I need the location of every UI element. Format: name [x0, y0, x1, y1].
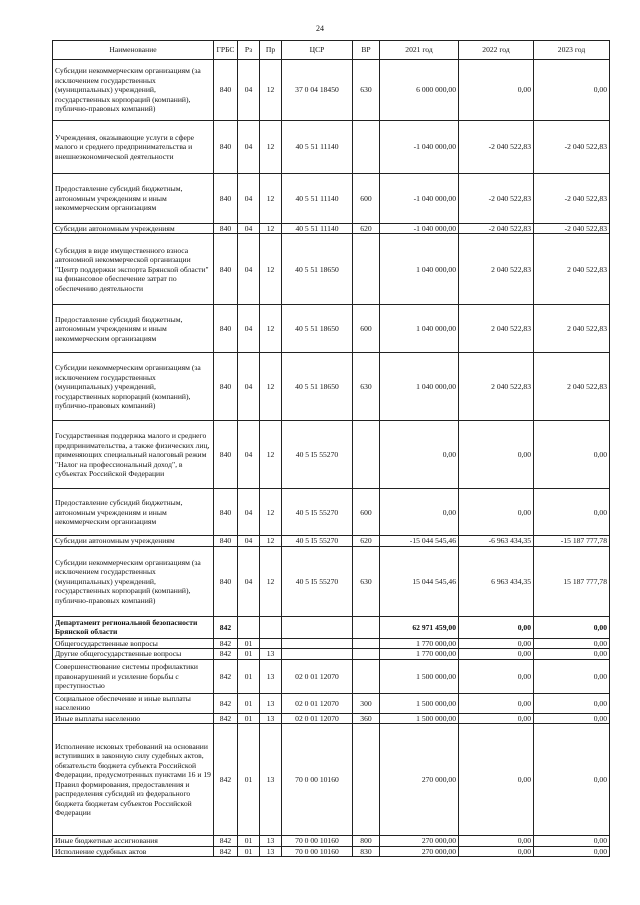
csr-cell: 40 5 51 18650 [282, 305, 353, 353]
vr-cell: 830 [353, 846, 380, 856]
grbs-cell: 842 [214, 836, 238, 846]
amount-2022-cell: 2 040 522,83 [459, 353, 534, 421]
table-row [53, 174, 610, 224]
vr-cell: 600 [353, 174, 380, 224]
pr-cell: 13 [260, 649, 282, 659]
vr-cell [353, 659, 380, 693]
amount-2021-cell: -1 040 000,00 [380, 224, 459, 234]
vr-cell [353, 638, 380, 648]
amount-2023-cell: 0,00 [534, 489, 610, 536]
name-cell: Департамент региональной безопасности Брянской области [53, 616, 214, 638]
amount-2023-cell: 0,00 [534, 659, 610, 693]
grbs-cell: 842 [214, 713, 238, 723]
name-cell: Субсидии автономным учреждениям [53, 536, 214, 546]
table-row [53, 234, 610, 305]
amount-2023-cell: 0,00 [534, 724, 610, 836]
rz-cell: 04 [238, 421, 260, 489]
csr-cell: 70 0 00 10160 [282, 846, 353, 856]
amount-2022-cell: 0,00 [459, 659, 534, 693]
rz-cell: 01 [238, 846, 260, 856]
amount-2023-cell: 0,00 [534, 846, 610, 856]
amount-2022-cell: -2 040 522,83 [459, 121, 534, 174]
pr-cell: 12 [260, 421, 282, 489]
rz-cell: 01 [238, 659, 260, 693]
table-row [53, 421, 610, 489]
name-cell: Другие общегосударственные вопросы [53, 649, 214, 659]
col-header: Рз [238, 41, 260, 60]
name-cell: Предоставление субсидий бюджетным, автономным учреждениям и иным некоммерческим организациям [53, 305, 214, 353]
amount-2022-cell: -2 040 522,83 [459, 174, 534, 224]
name-cell: Иные бюджетные ассигнования [53, 836, 214, 846]
grbs-cell: 840 [214, 353, 238, 421]
amount-2023-cell: 0,00 [534, 60, 610, 121]
table-row [53, 836, 610, 846]
vr-cell: 600 [353, 305, 380, 353]
amount-2021-cell: 1 500 000,00 [380, 693, 459, 713]
amount-2022-cell: 0,00 [459, 638, 534, 648]
csr-cell: 40 5 I5 55270 [282, 546, 353, 616]
amount-2022-cell: 0,00 [459, 421, 534, 489]
vr-cell [353, 616, 380, 638]
col-header: 2022 год [459, 41, 534, 60]
pr-cell: 12 [260, 536, 282, 546]
name-cell: Учреждения, оказывающие услуги в сфере малого и среднего предпринимательства и внешнеэкономической деятельности [53, 121, 214, 174]
name-cell: Предоставление субсидий бюджетным, автономным учреждениям и иным некоммерческим организациям [53, 489, 214, 536]
amount-2021-cell: 1 040 000,00 [380, 234, 459, 305]
csr-cell: 02 0 01 12070 [282, 713, 353, 723]
amount-2022-cell: 0,00 [459, 713, 534, 723]
pr-cell: 12 [260, 305, 282, 353]
rz-cell: 04 [238, 234, 260, 305]
amount-2022-cell: 0,00 [459, 60, 534, 121]
pr-cell: 12 [260, 60, 282, 121]
pr-cell [260, 638, 282, 648]
grbs-cell: 842 [214, 659, 238, 693]
csr-cell: 40 5 I5 55270 [282, 536, 353, 546]
table-row [53, 60, 610, 121]
vr-cell [353, 649, 380, 659]
amount-2023-cell: 0,00 [534, 713, 610, 723]
amount-2021-cell: 1 500 000,00 [380, 713, 459, 723]
pr-cell: 12 [260, 174, 282, 224]
amount-2021-cell: -1 040 000,00 [380, 121, 459, 174]
vr-cell: 630 [353, 353, 380, 421]
grbs-cell: 842 [214, 724, 238, 836]
pr-cell: 12 [260, 546, 282, 616]
grbs-cell: 842 [214, 693, 238, 713]
name-cell: Социальное обеспечение и иные выплаты населению [53, 693, 214, 713]
amount-2023-cell: 2 040 522,83 [534, 353, 610, 421]
amount-2021-cell: 270 000,00 [380, 846, 459, 856]
pr-cell: 12 [260, 489, 282, 536]
rz-cell: 04 [238, 224, 260, 234]
name-cell: Субсидии некоммерческим организациям (за исключением государственных (муниципальных) учреждений, государственных корпораций (компаний), публично-правовых компаний) [53, 353, 214, 421]
grbs-cell: 840 [214, 421, 238, 489]
csr-cell: 70 0 00 10160 [282, 836, 353, 846]
amount-2023-cell: 15 187 777,78 [534, 546, 610, 616]
csr-cell: 40 5 51 11140 [282, 174, 353, 224]
csr-cell: 37 0 04 18450 [282, 60, 353, 121]
col-header: ЦСР [282, 41, 353, 60]
table-row [53, 536, 610, 546]
amount-2021-cell: 1 040 000,00 [380, 305, 459, 353]
amount-2022-cell: 0,00 [459, 693, 534, 713]
amount-2023-cell: -2 040 522,83 [534, 224, 610, 234]
vr-cell [353, 421, 380, 489]
table-row [53, 649, 610, 659]
table-row [53, 121, 610, 174]
pr-cell: 13 [260, 659, 282, 693]
name-cell: Исполнение исковых требований на основании вступивших в законную силу судебных актов, обязательств бюджета субъекта Российской Федерации, предусмотренных пунктами 16 и 19 Правил формирования, предоставления и распределения субсидий из федерального бюджета бюджетам субъектов Российской Федерации [53, 724, 214, 836]
amount-2022-cell: 0,00 [459, 836, 534, 846]
table-row [53, 724, 610, 836]
grbs-cell: 840 [214, 224, 238, 234]
vr-cell [353, 724, 380, 836]
vr-cell: 620 [353, 536, 380, 546]
grbs-cell: 840 [214, 234, 238, 305]
amount-2021-cell: 270 000,00 [380, 724, 459, 836]
pr-cell: 13 [260, 693, 282, 713]
amount-2021-cell: 15 044 545,46 [380, 546, 459, 616]
table-row [53, 616, 610, 638]
vr-cell: 620 [353, 224, 380, 234]
csr-cell: 40 5 I5 55270 [282, 489, 353, 536]
amount-2021-cell: 0,00 [380, 421, 459, 489]
header-row [53, 41, 610, 60]
pr-cell: 12 [260, 234, 282, 305]
csr-cell: 70 0 00 10160 [282, 724, 353, 836]
amount-2023-cell: -2 040 522,83 [534, 174, 610, 224]
budget-table [52, 40, 610, 857]
table-row [53, 353, 610, 421]
amount-2021-cell: 0,00 [380, 489, 459, 536]
col-header: ГРБС [214, 41, 238, 60]
amount-2023-cell: 0,00 [534, 421, 610, 489]
amount-2023-cell: -15 187 777,78 [534, 536, 610, 546]
table-row [53, 659, 610, 693]
amount-2022-cell: 0,00 [459, 846, 534, 856]
amount-2023-cell: 0,00 [534, 693, 610, 713]
amount-2021-cell: 62 971 459,00 [380, 616, 459, 638]
table-row [53, 693, 610, 713]
amount-2023-cell: 0,00 [534, 638, 610, 648]
grbs-cell: 840 [214, 174, 238, 224]
amount-2021-cell: -15 044 545,46 [380, 536, 459, 546]
amount-2023-cell: 0,00 [534, 649, 610, 659]
grbs-cell: 840 [214, 60, 238, 121]
pr-cell: 13 [260, 836, 282, 846]
csr-cell: 02 0 01 12070 [282, 659, 353, 693]
table-row [53, 489, 610, 536]
vr-cell [353, 121, 380, 174]
name-cell: Общегосударственные вопросы [53, 638, 214, 648]
table-row [53, 846, 610, 856]
rz-cell: 04 [238, 546, 260, 616]
csr-cell [282, 649, 353, 659]
rz-cell: 04 [238, 60, 260, 121]
pr-cell: 12 [260, 121, 282, 174]
amount-2021-cell: 1 040 000,00 [380, 353, 459, 421]
amount-2023-cell: 2 040 522,83 [534, 234, 610, 305]
amount-2023-cell: 0,00 [534, 836, 610, 846]
col-header: ВР [353, 41, 380, 60]
rz-cell: 04 [238, 174, 260, 224]
name-cell: Субсидия в виде имущественного взноса автономной некоммерческой организации "Центр поддержки экспорта Брянской области" на финансовое обеспечение затрат по обеспечению деятельности [53, 234, 214, 305]
col-header: 2023 год [534, 41, 610, 60]
amount-2022-cell: 0,00 [459, 616, 534, 638]
name-cell: Субсидии автономным учреждениям [53, 224, 214, 234]
rz-cell [238, 616, 260, 638]
name-cell: Совершенствование системы профилактики правонарушений и усиление борьбы с преступностью [53, 659, 214, 693]
rz-cell: 04 [238, 353, 260, 421]
amount-2021-cell: 1 770 000,00 [380, 638, 459, 648]
amount-2022-cell: -2 040 522,83 [459, 224, 534, 234]
amount-2023-cell: -2 040 522,83 [534, 121, 610, 174]
csr-cell: 40 5 I5 55270 [282, 421, 353, 489]
amount-2022-cell: 0,00 [459, 649, 534, 659]
amount-2022-cell: 0,00 [459, 489, 534, 536]
csr-cell [282, 638, 353, 648]
csr-cell: 40 5 51 11140 [282, 121, 353, 174]
grbs-cell: 840 [214, 489, 238, 536]
name-cell: Иные выплаты населению [53, 713, 214, 723]
col-header: Пр [260, 41, 282, 60]
name-cell: Субсидии некоммерческим организациям (за исключением государственных (муниципальных) учреждений, государственных корпораций (компаний), публично-правовых компаний) [53, 60, 214, 121]
amount-2023-cell: 2 040 522,83 [534, 305, 610, 353]
grbs-cell: 842 [214, 649, 238, 659]
rz-cell: 04 [238, 305, 260, 353]
amount-2021-cell: 1 500 000,00 [380, 659, 459, 693]
amount-2023-cell: 0,00 [534, 616, 610, 638]
rz-cell: 04 [238, 121, 260, 174]
rz-cell: 04 [238, 489, 260, 536]
csr-cell [282, 616, 353, 638]
amount-2021-cell: 1 770 000,00 [380, 649, 459, 659]
pr-cell: 13 [260, 846, 282, 856]
csr-cell: 40 5 51 18650 [282, 234, 353, 305]
grbs-cell: 840 [214, 536, 238, 546]
table-row [53, 224, 610, 234]
table-row [53, 713, 610, 723]
table-row [53, 546, 610, 616]
rz-cell: 01 [238, 713, 260, 723]
csr-cell: 40 5 51 18650 [282, 353, 353, 421]
pr-cell: 13 [260, 724, 282, 836]
col-header: 2021 год [380, 41, 459, 60]
rz-cell: 01 [238, 693, 260, 713]
page-number: 24 [316, 24, 324, 33]
grbs-cell: 842 [214, 846, 238, 856]
name-cell: Государственная поддержка малого и среднего предпринимательства, а также физических лиц, применяющих специальный налоговый режим "Налог на профессиональный доход", в субъектах Российской Федерации [53, 421, 214, 489]
vr-cell: 630 [353, 546, 380, 616]
vr-cell: 360 [353, 713, 380, 723]
vr-cell: 800 [353, 836, 380, 846]
amount-2022-cell: 0,00 [459, 724, 534, 836]
pr-cell [260, 616, 282, 638]
amount-2022-cell: 6 963 434,35 [459, 546, 534, 616]
rz-cell: 01 [238, 724, 260, 836]
grbs-cell: 840 [214, 121, 238, 174]
rz-cell: 01 [238, 649, 260, 659]
csr-cell: 02 0 01 12070 [282, 693, 353, 713]
name-cell: Предоставление субсидий бюджетным, автономным учреждениям и иным некоммерческим организациям [53, 174, 214, 224]
vr-cell: 630 [353, 60, 380, 121]
grbs-cell: 840 [214, 546, 238, 616]
amount-2021-cell: 270 000,00 [380, 836, 459, 846]
name-cell: Субсидии некоммерческим организациям (за исключением государственных (муниципальных) учреждений, государственных корпораций (компаний), публично-правовых компаний) [53, 546, 214, 616]
amount-2021-cell: 6 000 000,00 [380, 60, 459, 121]
grbs-cell: 842 [214, 638, 238, 648]
vr-cell [353, 234, 380, 305]
pr-cell: 12 [260, 353, 282, 421]
col-header: Наименование [53, 41, 214, 60]
amount-2022-cell: 2 040 522,83 [459, 305, 534, 353]
pr-cell: 13 [260, 713, 282, 723]
name-cell: Исполнение судебных актов [53, 846, 214, 856]
pr-cell: 12 [260, 224, 282, 234]
vr-cell: 300 [353, 693, 380, 713]
grbs-cell: 840 [214, 305, 238, 353]
rz-cell: 01 [238, 836, 260, 846]
table-row [53, 305, 610, 353]
amount-2022-cell: 2 040 522,83 [459, 234, 534, 305]
csr-cell: 40 5 51 11140 [282, 224, 353, 234]
rz-cell: 01 [238, 638, 260, 648]
amount-2022-cell: -6 963 434,35 [459, 536, 534, 546]
rz-cell: 04 [238, 536, 260, 546]
grbs-cell: 842 [214, 616, 238, 638]
vr-cell: 600 [353, 489, 380, 536]
amount-2021-cell: -1 040 000,00 [380, 174, 459, 224]
table-row [53, 638, 610, 648]
